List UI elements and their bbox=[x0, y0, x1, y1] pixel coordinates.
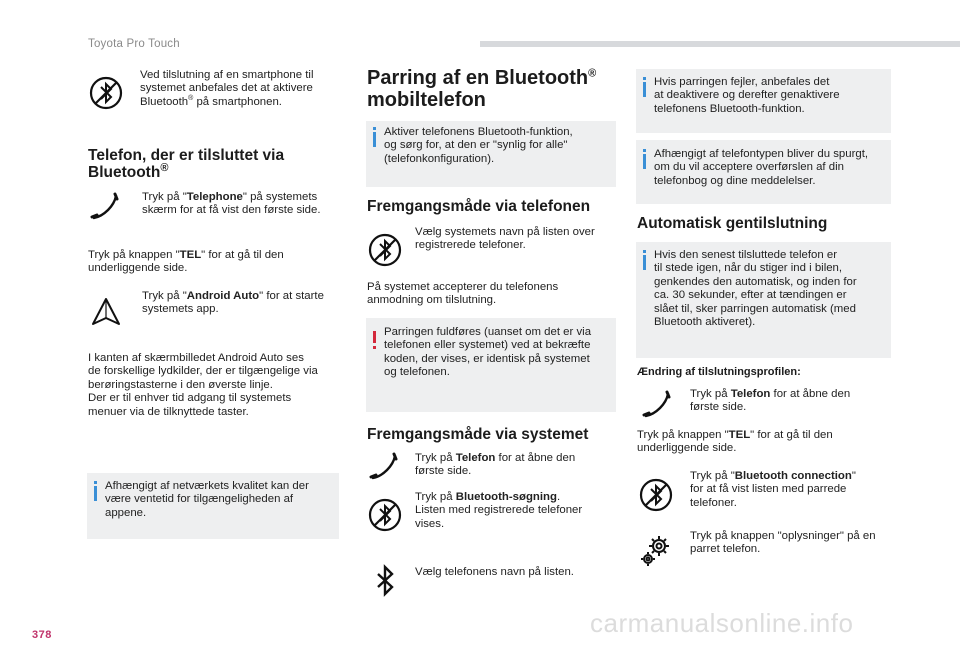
tap-android-auto-text: Tryk på "Android Auto" for at starte systemets app. bbox=[142, 290, 324, 316]
phone-handset-icon bbox=[640, 388, 676, 424]
phone-handset-icon bbox=[367, 450, 403, 486]
tap-info-button-text: Tryk på knappen "oplysninger" på en parret telefon. bbox=[690, 530, 876, 556]
info-box-pairing-fails: Hvis parringen fejler, anbefales det at deaktivere og derefter genaktivere telefonens Bluetooth-funktion. bbox=[636, 69, 891, 133]
bluetooth-icon bbox=[88, 75, 124, 111]
info-marker bbox=[643, 255, 646, 270]
page-number: 378 bbox=[32, 629, 52, 641]
watermark: carmanualsonline.info bbox=[590, 608, 854, 638]
info-marker bbox=[373, 132, 376, 147]
heading-via-phone: Fremgangsmåde via telefonen bbox=[367, 198, 591, 215]
info-box-auto-reconnect: Hvis den senest tilsluttede telefon er til stede igen, når du stiger ind i bilen, genkendes den automatisk, og inden for ca. 30 sekunder, efter at tændingen er slået til, sker parringen automatisk (med Bluetooth aktiveret). bbox=[636, 242, 891, 358]
gear-icon bbox=[638, 532, 674, 568]
tel-button-text: Tryk på knappen "TEL" for at gå til den underliggende side. bbox=[637, 429, 833, 455]
tap-telefon-text: Tryk på Telefon for at åbne den første side. bbox=[415, 452, 576, 478]
page-main-title: Parring af en Bluetooth® mobiltelefon bbox=[367, 67, 597, 111]
select-system-name-text: Vælg systemets navn på listen over registrerede telefoner. bbox=[415, 226, 595, 252]
bluetooth-icon bbox=[367, 497, 403, 533]
android-auto-icon bbox=[88, 294, 124, 330]
warning-marker bbox=[373, 331, 376, 343]
accept-request-text: På systemet accepterer du telefonens anmodning om tilslutning. bbox=[367, 281, 559, 307]
info-box-activate-bt: Aktiver telefonens Bluetooth-funktion, og sørg for, at den er "synlig for alle" (telefonkonfiguration). bbox=[366, 121, 616, 187]
tap-telephone-text: Tryk på "Telephone" på systemets skærm for at få vist den første side. bbox=[142, 191, 321, 217]
phone-handset-icon bbox=[88, 190, 124, 226]
tap-telefon-text: Tryk på Telefon for at åbne den første side. bbox=[690, 388, 851, 414]
tap-bt-connection-text: Tryk på "Bluetooth connection" for at få vist listen med parrede telefoner. bbox=[690, 470, 856, 509]
select-phone-name-text: Vælg telefonens navn på listen. bbox=[415, 566, 574, 578]
header-title: Toyota Pro Touch bbox=[88, 38, 180, 50]
header-bar bbox=[480, 41, 960, 47]
info-box-network: Afhængigt af netværkets kvalitet kan der være ventetid for tilgængeligheden af appene. bbox=[87, 473, 339, 539]
bluetooth-icon bbox=[367, 563, 403, 599]
warning-box-pairing: Parringen fuldføres (uanset om det er via telefonen eller systemet) ved at bekræfte koden, der vises, er identisk på systemet og telefonen. bbox=[366, 318, 616, 412]
bluetooth-icon bbox=[367, 232, 403, 268]
tel-button-text: Tryk på knappen "TEL" for at gå til den underliggende side. bbox=[88, 249, 284, 275]
bluetooth-icon bbox=[638, 477, 674, 513]
info-marker bbox=[643, 154, 646, 169]
info-box-phonebook: Afhængigt af telefontypen bliver du spurgt, om du vil acceptere overførslen af din telefonbog og dine meddelelser. bbox=[636, 140, 891, 204]
section-heading-connected: Telefon, der er tilsluttet via Bluetooth® bbox=[88, 147, 285, 181]
bt-intro-text: Ved tilslutning af en smartphone til systemet anbefales det at aktivere Bluetooth® på smartphonen. bbox=[140, 69, 314, 108]
info-marker bbox=[94, 486, 97, 501]
heading-auto-reconnect: Automatisk gentilslutning bbox=[637, 215, 828, 232]
android-auto-paragraph: I kanten af skærmbilledet Android Auto ses de forskellige lydkilder, der er tilgængelige via berøringstasterne i den øverste linje. Der er til enhver tid adgang til systemets menuer via de tilknyttede taster. bbox=[88, 352, 318, 418]
info-marker bbox=[643, 82, 646, 97]
heading-via-system: Fremgangsmåde via systemet bbox=[367, 426, 589, 443]
heading-change-profile: Ændring af tilslutningsprofilen: bbox=[637, 366, 801, 378]
tap-bt-search-text: Tryk på Bluetooth-søgning. Listen med registrerede telefoner vises. bbox=[415, 491, 583, 530]
